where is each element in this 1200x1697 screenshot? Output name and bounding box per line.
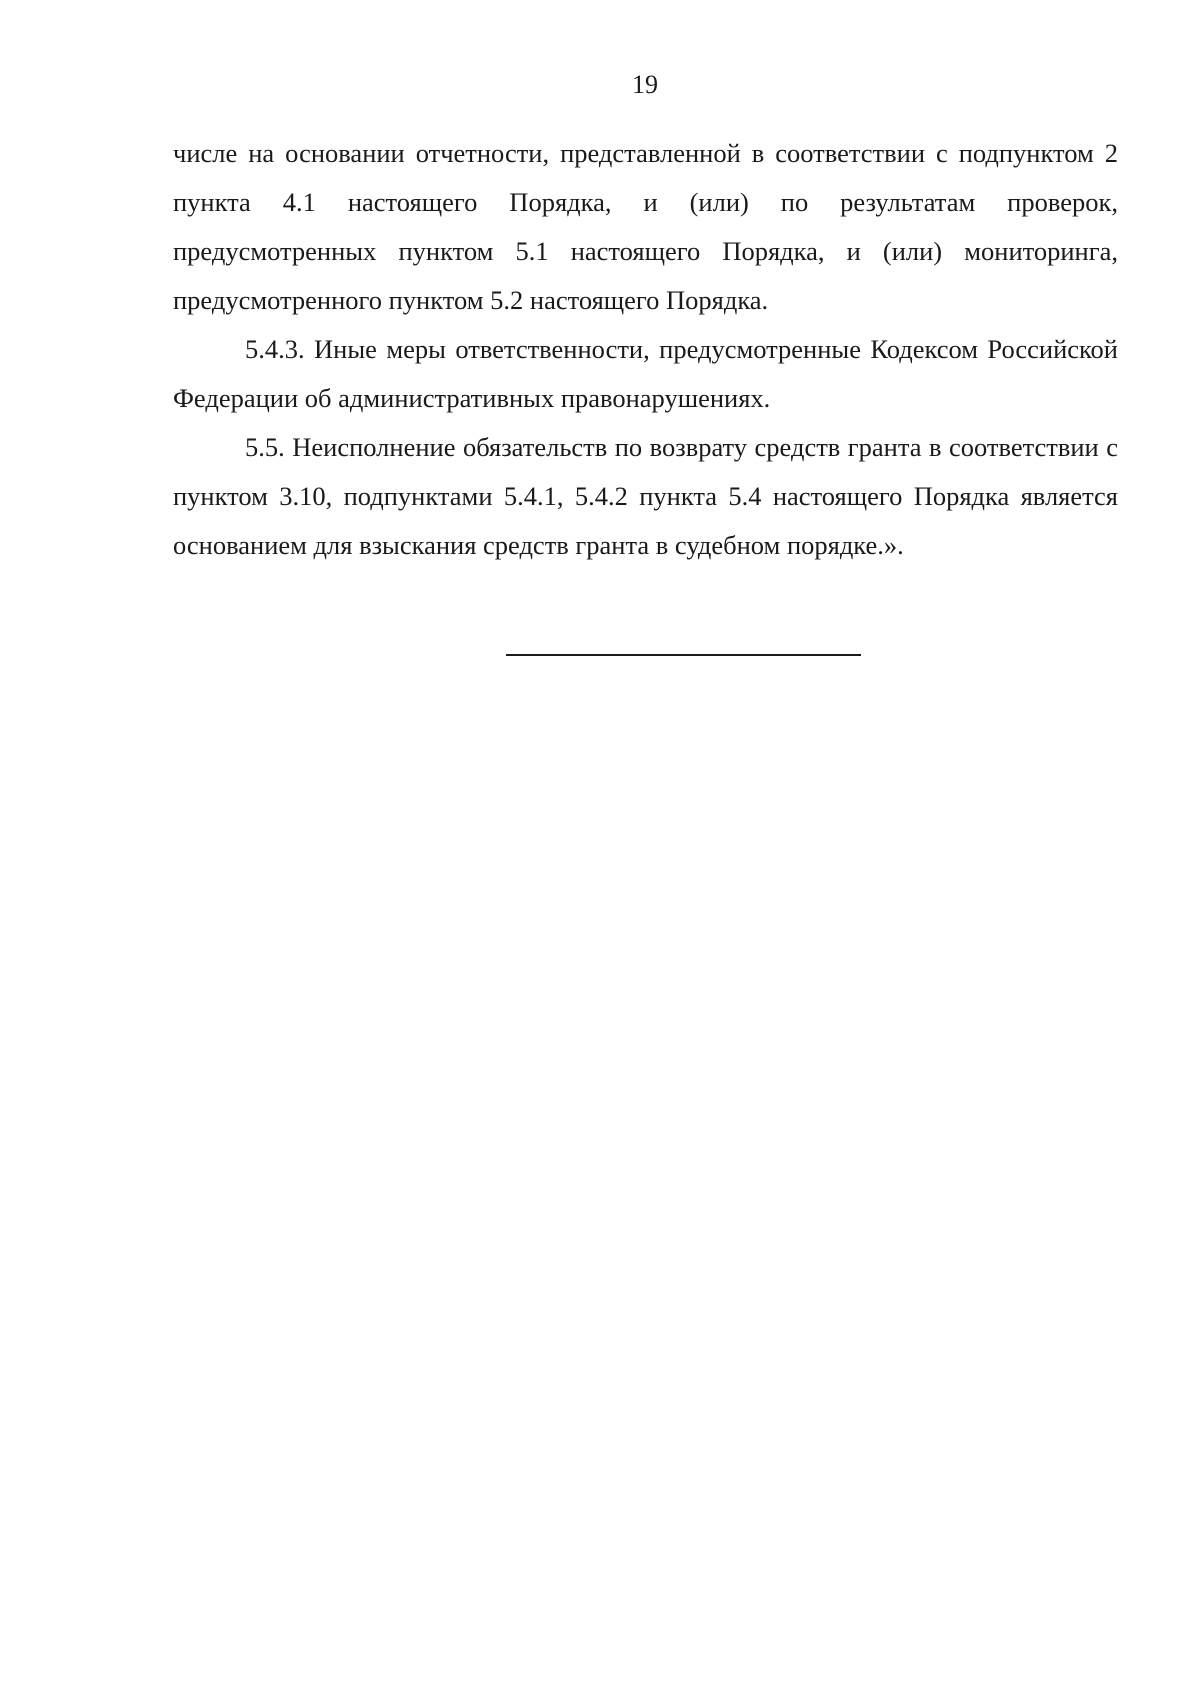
end-of-document-rule <box>506 654 861 656</box>
page-number: 19 <box>632 70 658 99</box>
paragraph-5-4-3: 5.4.3. Иные меры ответственности, предусмотренные Кодексом Российской Федерации об административных правонарушениях. <box>173 334 1118 413</box>
document-body <box>173 129 1118 570</box>
paragraph-continuation: числе на основании отчетности, представленной в соответствии с подпунктом 2 пункта 4.1 настоящего Порядка, и (или) по результатам проверок, предусмотренных пунктом 5.1 настоящего Порядка, и (или) мониторинга, предусмотренного пунктом 5.2 настоящего Порядка. <box>173 138 1118 315</box>
paragraph-5-5: 5.5. Неисполнение обязательств по возврату средств гранта в соответствии с пунктом 3.10, подпунктами 5.4.1, 5.4.2 пункта 5.4 настоящего Порядка является основанием для взыскания средств гранта в судебном порядке.». <box>173 432 1118 560</box>
